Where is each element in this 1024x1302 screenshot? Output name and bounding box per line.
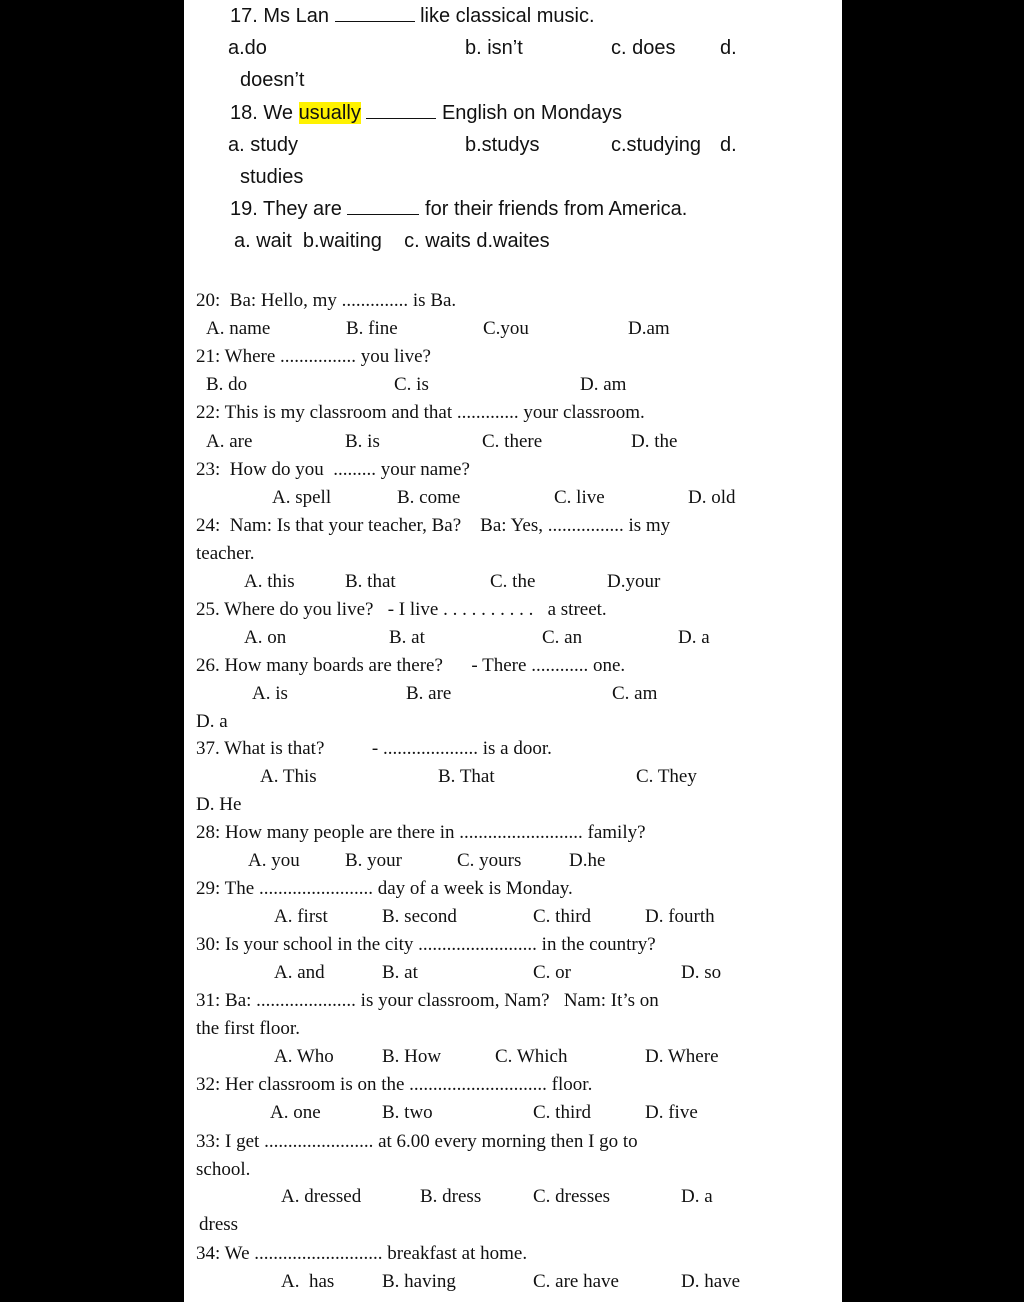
question-21-option-2: C. is: [394, 374, 429, 395]
question-30-stem: 30: Is your school in the city ......................... in the country?: [196, 934, 656, 955]
question-25-option-b: B. at: [389, 627, 425, 648]
question-34-option-b: B. having: [382, 1271, 456, 1292]
question-29-option-c: C. third: [533, 906, 592, 927]
question-31-stem: 31: Ba: ..................... is your classroom, Nam? Nam: It’s on: [196, 990, 659, 1011]
question-28-option-a: A. you: [248, 850, 300, 871]
question-34-stem: 34: We ........................... breakfast at home.: [196, 1243, 528, 1264]
question-32-option-b: B. two: [382, 1102, 433, 1123]
question-25-option-d: D. a: [678, 627, 710, 648]
question-26-option-b: B. are: [406, 683, 452, 704]
question-33-option-d: D. a: [681, 1186, 713, 1207]
question-24-option-b: B. that: [345, 571, 396, 592]
question-32-option-d: D. five: [645, 1102, 698, 1123]
question-33-option-c: C. dresses: [533, 1186, 611, 1207]
question-31-option-d: D. Where: [645, 1046, 719, 1067]
question-18-option-b: b.studys: [465, 134, 540, 156]
question-31-stem-cont: the first floor.: [196, 1018, 300, 1039]
question-20-option-b: B. fine: [346, 318, 398, 339]
question-31-option-a: A. Who: [274, 1046, 334, 1067]
question-24-option-d: D.your: [607, 571, 661, 592]
question-23-option-c: C. live: [554, 487, 605, 508]
question-20-stem: 20: Ba: Hello, my .............. is Ba.: [196, 290, 457, 311]
question-20-option-d: D.am: [628, 318, 670, 339]
question-23-option-d: D. old: [688, 487, 736, 508]
question-31-option-b: B. How: [382, 1046, 442, 1067]
question-30-option-d: D. so: [681, 962, 722, 983]
question-19-stem: 19. They are for their friends from America.: [230, 198, 688, 220]
question-32-option-a: A. one: [270, 1102, 321, 1123]
question-26-option-c: C. am: [612, 683, 658, 704]
question-22-option-c: C. there: [482, 431, 543, 452]
question-37-stem: 37. What is that? - .................... is a door.: [196, 738, 552, 759]
question-23-option-a: A. spell: [272, 487, 332, 508]
question-25-stem: 25. Where do you live? - I live . . . . . . . . . . a street.: [196, 599, 607, 620]
question-29-option-d: D. fourth: [645, 906, 715, 927]
question-20-option-c: C.you: [483, 318, 529, 339]
question-33-option-a: A. dressed: [281, 1186, 362, 1207]
question-17-option-d-cont: doesn’t: [240, 69, 305, 91]
question-34-option-a: A. has: [281, 1271, 335, 1292]
question-34-option-d: D. have: [681, 1271, 741, 1292]
question-21-stem: 21: Where ................ you live?: [196, 346, 431, 367]
question-37-option-a: A. This: [260, 766, 317, 787]
question-29-option-b: B. second: [382, 906, 457, 927]
question-24-option-a: A. this: [244, 571, 295, 592]
question-33-stem: 33: I get ....................... at 6.00 every morning then I go to: [196, 1131, 638, 1152]
question-29-stem: 29: The ........................ day of a week is Monday.: [196, 878, 573, 899]
question-25-option-c: C. an: [542, 627, 583, 648]
question-22-option-a: A. are: [206, 431, 253, 452]
question-18-option-d: d.: [720, 134, 737, 156]
question-18-option-d-cont: studies: [240, 166, 304, 188]
question-17-option-a: a.do: [228, 37, 267, 59]
question-30-option-c: C. or: [533, 962, 571, 983]
question-26-option-d: D. a: [196, 711, 228, 732]
question-28-option-c: C. yours: [457, 850, 522, 871]
question-19-options: a. wait b.waiting c. waits d.waites: [234, 230, 550, 252]
question-32-stem: 32: Her classroom is on the ............................. floor.: [196, 1074, 593, 1095]
question-29-option-a: A. first: [274, 906, 328, 927]
question-18-option-c: c.studying: [611, 134, 702, 156]
question-28-stem: 28: How many people are there in .......................... family?: [196, 822, 646, 843]
question-28-option-b: B. your: [345, 850, 402, 871]
question-26-stem: 26. How many boards are there? - There ............ one.: [196, 655, 626, 676]
question-17-option-d: d.: [720, 37, 737, 59]
question-32-option-c: C. third: [533, 1102, 592, 1123]
highlighted-word: usually: [298, 102, 361, 124]
question-37-option-c: C. They: [636, 766, 697, 787]
question-31-option-c: C. Which: [495, 1046, 568, 1067]
question-24-stem-cont: teacher.: [196, 543, 255, 564]
question-30-option-b: B. at: [382, 962, 418, 983]
question-30-option-a: A. and: [274, 962, 325, 983]
question-24-stem: 24: Nam: Is that your teacher, Ba? Ba: Yes, ................ is my: [196, 515, 671, 536]
question-33-stem-cont: school.: [196, 1159, 251, 1180]
question-33-option-b: B. dress: [420, 1186, 482, 1207]
question-25-option-a: A. on: [244, 627, 287, 648]
question-22-option-b: B. is: [345, 431, 380, 452]
question-17-stem: 17. Ms Lan like classical music.: [230, 5, 595, 27]
question-17-option-c: c. does: [611, 37, 676, 59]
worksheet-page: [184, 0, 842, 1302]
question-24-option-c: C. the: [490, 571, 536, 592]
question-26-option-a: A. is: [252, 683, 288, 704]
question-33-option-d-cont: dress: [199, 1214, 239, 1235]
question-18-option-a: a. study: [228, 134, 299, 156]
question-21-option-1: B. do: [206, 374, 248, 395]
question-37-option-d: D. He: [196, 794, 242, 815]
question-22-option-d: D. the: [631, 431, 678, 452]
question-17-option-b: b. isn’t: [465, 37, 523, 59]
question-21-option-3: D. am: [580, 374, 627, 395]
question-18-stem: 18. We usually English on Mondays: [230, 102, 623, 124]
question-23-stem: 23: How do you ......... your name?: [196, 459, 470, 480]
question-20-option-a: A. name: [206, 318, 271, 339]
question-22-stem: 22: This is my classroom and that ............. your classroom.: [196, 402, 645, 423]
question-34-option-c: C. are have: [533, 1271, 619, 1292]
question-23-option-b: B. come: [397, 487, 461, 508]
question-37-option-b: B. That: [438, 766, 495, 787]
question-28-option-d: D.he: [569, 850, 606, 871]
